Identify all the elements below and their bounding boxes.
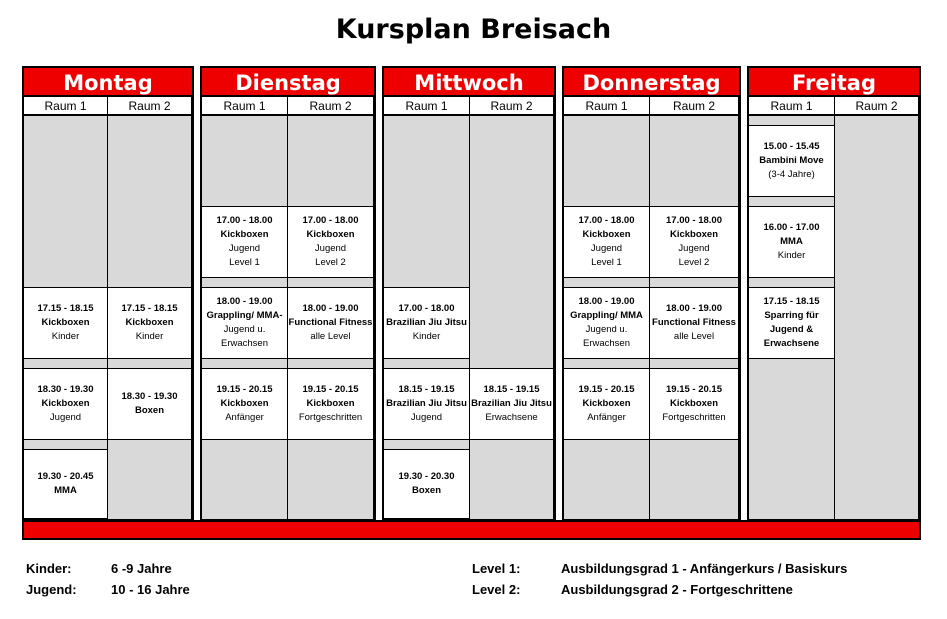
class-slot: [650, 206, 739, 278]
column-mittwoch-raum2: [470, 116, 554, 519]
class-info: Jugend u.: [585, 324, 628, 335]
class-name: Kickboxen: [41, 398, 90, 409]
class-name: Bambini Move: [759, 155, 824, 166]
class-time: 18.30 - 19.30: [121, 391, 178, 402]
class-info: Anfänger: [587, 412, 626, 423]
class-time: 19.15 - 20.15: [666, 384, 722, 395]
footer-bar: [22, 520, 921, 540]
class-name: Kickboxen: [582, 229, 631, 240]
class-name: Kickboxen: [220, 229, 269, 240]
class-slot: [108, 368, 192, 440]
class-time: 18.00 - 19.00: [302, 303, 359, 314]
class-slot: [749, 125, 835, 197]
class-info: Anfänger: [225, 412, 264, 423]
class-slot: [650, 368, 739, 440]
class-info: Jugend: [410, 412, 443, 423]
class-info: Jugend: [678, 243, 710, 254]
class-time: 17.00 - 18.00: [216, 215, 273, 226]
class-info: Fortgeschritten: [662, 412, 726, 423]
class-name: MMA: [54, 485, 77, 496]
class-slot: [384, 287, 470, 359]
class-name: Brazilian Jiu Jitsu: [386, 317, 467, 328]
class-slot: [470, 368, 554, 440]
room-header: Raum 2: [108, 97, 192, 116]
class-slot: [288, 206, 374, 278]
class-slot: [564, 206, 650, 278]
day-header-donnerstag: Donnerstag: [562, 66, 741, 97]
class-name: MMA: [780, 236, 803, 247]
class-time: 19.15 - 20.15: [216, 384, 273, 395]
legend-level2-label: Level 2:: [472, 582, 521, 597]
legend-jugend-value: 10 - 16 Jahre: [111, 582, 190, 597]
class-info: Kinder: [412, 331, 441, 342]
class-info: Jugend u.: [223, 324, 266, 335]
room-header: Raum 1: [749, 97, 835, 116]
class-time: 17.00 - 18.00: [666, 215, 722, 226]
class-slot: [202, 206, 288, 278]
page-title: Kursplan Breisach: [335, 14, 612, 45]
class-time: 17.15 - 18.15: [37, 303, 94, 314]
day-header-mittwoch: Mittwoch: [382, 66, 556, 97]
class-time: 19.30 - 20.30: [398, 471, 455, 482]
class-info: Jugend: [590, 243, 623, 254]
class-name: Sparring für: [764, 310, 819, 321]
room-header: Raum 1: [564, 97, 650, 116]
class-name: Kickboxen: [125, 317, 174, 328]
class-name: Functional Fitness: [652, 317, 736, 328]
class-name: Kickboxen: [582, 398, 631, 409]
class-slot: [108, 287, 192, 359]
class-info: Level 1: [591, 257, 622, 268]
class-time: 18.30 - 19.30: [37, 384, 94, 395]
class-name: Erwachsene: [763, 338, 820, 349]
class-time: 19.30 - 20.45: [37, 471, 94, 482]
class-slot: [650, 287, 739, 359]
class-slot: [24, 287, 108, 359]
class-name: Brazilian Jiu Jitsu: [471, 398, 552, 409]
class-slot: [749, 287, 835, 359]
class-time: 17.15 - 18.15: [763, 296, 820, 307]
class-info: Jugend: [314, 243, 347, 254]
room-header: Raum 1: [24, 97, 108, 116]
class-time: 18.00 - 19.00: [216, 296, 273, 307]
class-slot: [202, 368, 288, 440]
class-name: Boxen: [411, 485, 442, 496]
class-slot: [202, 287, 288, 359]
class-info: Level 2: [315, 257, 346, 268]
class-slot: [288, 368, 374, 440]
class-time: 16.00 - 17.00: [763, 222, 820, 233]
legend-level2-value: Ausbildungsgrad 2 - Fortgeschrittene: [561, 582, 793, 597]
class-info: Kinder: [135, 331, 164, 342]
class-slot: [564, 368, 650, 440]
room-header: Raum 1: [384, 97, 470, 116]
room-header: Raum 2: [288, 97, 374, 116]
class-info: Level 2: [678, 257, 710, 268]
room-header: Raum 2: [470, 97, 554, 116]
legend-jugend-label: Jugend:: [26, 582, 77, 597]
class-info: alle Level: [673, 331, 715, 342]
class-time: 18.00 - 19.00: [578, 296, 635, 307]
class-slot: [564, 287, 650, 359]
class-info: (3-4 Jahre): [768, 169, 815, 180]
class-info: Erwachsene: [485, 412, 538, 423]
class-time: 17.00 - 18.00: [398, 303, 455, 314]
legend-level1-value: Ausbildungsgrad 1 - Anfängerkurs / Basiskurs: [561, 561, 848, 576]
legend-level1-label: Level 1:: [472, 561, 521, 576]
class-time: 19.15 - 20.15: [302, 384, 359, 395]
class-info: alle Level: [310, 331, 351, 342]
class-info: Kinder: [777, 250, 806, 261]
legend-kinder-value: 6 -9 Jahre: [111, 561, 172, 576]
class-time: 18.15 - 19.15: [398, 384, 455, 395]
class-slot: [749, 206, 835, 278]
class-name: Grappling/ MMA-: [206, 310, 283, 321]
class-time: 18.15 - 19.15: [483, 384, 540, 395]
class-time: 19.15 - 20.15: [578, 384, 635, 395]
class-name: Kickboxen: [306, 398, 355, 409]
class-info: Kinder: [51, 331, 80, 342]
class-time: 15.00 - 15.45: [763, 141, 820, 152]
class-name: Functional Fitness: [288, 317, 373, 328]
class-slot: [24, 449, 108, 519]
class-time: 18.00 - 19.00: [666, 303, 722, 314]
day-header-montag: Montag: [22, 66, 194, 97]
column-freitag-raum2: [835, 116, 919, 519]
day-header-freitag: Freitag: [747, 66, 921, 97]
class-name: Jugend &: [769, 324, 814, 335]
class-name: Boxen: [134, 405, 165, 416]
class-name: Kickboxen: [41, 317, 90, 328]
class-slot: [384, 368, 470, 440]
room-header: Raum 2: [835, 97, 919, 116]
class-slot: [288, 287, 374, 359]
class-info: Jugend: [49, 412, 82, 423]
class-name: Kickboxen: [220, 398, 269, 409]
legend-kinder-label: Kinder:: [26, 561, 72, 576]
class-time: 17.15 - 18.15: [121, 303, 178, 314]
class-info: Level 1: [229, 257, 260, 268]
class-name: Brazilian Jiu Jitsu: [386, 398, 467, 409]
class-name: Grappling/ MMA: [570, 310, 643, 321]
class-info: Jugend: [228, 243, 261, 254]
class-info: Erwachsen: [583, 338, 630, 349]
room-header: Raum 1: [202, 97, 288, 116]
class-slot: [24, 368, 108, 440]
room-header: Raum 2: [650, 97, 739, 116]
class-info: Fortgeschritten: [298, 412, 363, 423]
class-name: Kickboxen: [669, 229, 719, 240]
class-slot: [384, 449, 470, 519]
class-time: 17.00 - 18.00: [578, 215, 635, 226]
class-time: 17.00 - 18.00: [302, 215, 359, 226]
day-header-dienstag: Dienstag: [200, 66, 376, 97]
class-info: Erwachsen: [221, 338, 268, 349]
class-name: Kickboxen: [306, 229, 355, 240]
class-name: Kickboxen: [669, 398, 719, 409]
